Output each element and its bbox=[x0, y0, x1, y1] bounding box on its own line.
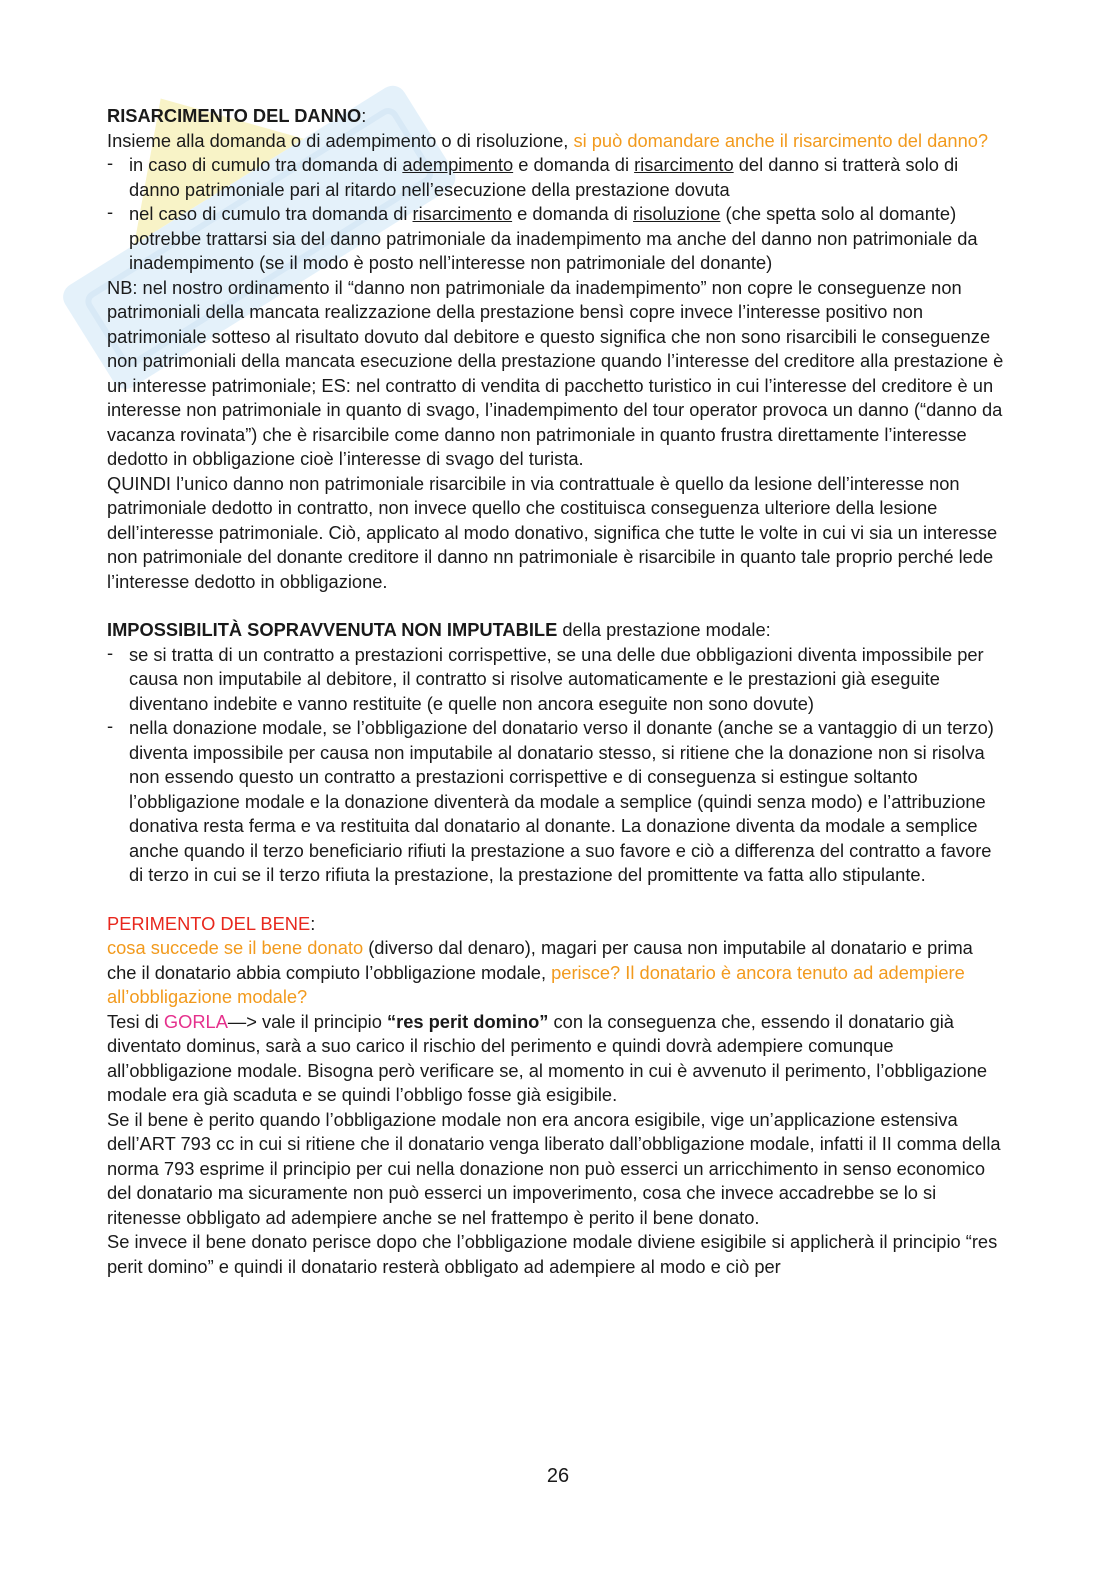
nb-paragraph: NB: nel nostro ordinamento il “danno non patrimoniale da inadempimento” non copre le conseguenze non patrimoniali della mancata realizzazione della prestazione bensì copre invece l’interesse positivo non patrimoniale sotteso al risultato dovuto dal debitore e questo significa che non sono risarcibili le conseguenze non patrimoniali della mancata esecuzione della prestazione quando l’interesse del creditore alla prestazione è un interesse patrimoniale; ES: nel contratto di vendita di pacchetto turistico in cui l’interesse del creditore è un interesse non patrimoniale in quanto di svago, l’inadempimento del tour operator provoca un danno (“danno da vacanza rovinata”) che è risarcibile come danno non patrimoniale in quanto frustra direttamente l’interesse dedotto in obbligazione cioè l’interesse di svago del turista. bbox=[107, 276, 1004, 469]
risarcimento-list bbox=[107, 153, 1007, 276]
perimento-paragraph-3: Se invece il bene donato perisce dopo che l’obbligazione modale diviene esigibile si applicherà il principio “res perit domino” e quindi il donatario resterà obbligato ad adempiere al modo e ciò per bbox=[107, 1231, 998, 1277]
list-item: - se si tratta di un contratto a prestazioni corrispettive, se una delle due obbligazioni diventa impossibile per causa non imputabile al debitore, il contratto si risolve automaticamente e le prestazioni già eseguite diventano indebite e vanno restituite (e quelle non ancora eseguite non sono dovute) bbox=[107, 641, 984, 714]
section-heading-risarcimento: RISARCIMENTO DEL DANNO: bbox=[107, 105, 367, 126]
page-number: 26 bbox=[546, 1465, 570, 1487]
section-heading-impossibilita: IMPOSSIBILITÀ SOPRAVVENUTA NON IMPUTABILE della prestazione modale: bbox=[107, 619, 771, 640]
quindi-paragraph: QUINDI l’unico danno non patrimoniale risarcibile in via contrattuale è quello da lesione dell’interesse non patrimoniale dedotto in contratto, non invece quello che costituisca conseguenza ulteriore della lesione dell’interesse patrimoniale. Ciò, applicato al modo donativo, significa che tutte le volte in cui vi sia un interesse non patrimoniale del donante creditore il danno nn patrimoniale è risarcibile in quanto tale proprio perché lede l’interesse dedotto in obbligazione. bbox=[107, 472, 998, 592]
impossibilita-list bbox=[107, 643, 1007, 888]
list-item: - nel caso di cumulo tra domanda di risarcimento e domanda di risoluzione (che spetta solo al domante) potrebbe trattarsi sia del danno patrimoniale da inadempimento ma anche del danno non patrimoniale da inadempimento (se il modo è posto nell’interesse non patrimoniale del donante) bbox=[107, 201, 978, 273]
intro-question: si può domandare anche il risarcimento del danno? bbox=[573, 129, 989, 151]
author-name: GORLA bbox=[163, 1010, 228, 1032]
list-item: - nella donazione modale, se l’obbligazione del donatario verso il donante (anche se a vantaggio di un terzo) diventa impossibile per causa non imputabile al donatario stesso, si ritiene che la donazione non si risolva non essendo questo un contratto a prestazioni corrispettive e di conseguenza si estingue soltanto l’obbligazione modale e la donazione diventerà da modale a semplice (quindi senza modo) e l’attribuzione donativa resta ferma e va restituita dal donatario al donante. La donazione diventa da modale a semplice anche quando il terzo beneficiario rifiuti la prestazione a suo favore e ciò a differenza del contratto a favore di terzo in cui se il terzo rifiuta la prestazione, la prestazione del promittente va fatta allo stipulante. bbox=[107, 715, 994, 885]
section-heading-perimento: PERIMENTO DEL BENE: bbox=[107, 912, 316, 934]
list-item: - in caso di cumulo tra domanda di adempimento e domanda di risarcimento del danno si tratterà solo di danno patrimoniale pari al ritardo nell’esecuzione della prestazione dovuta bbox=[107, 152, 959, 200]
document-page bbox=[107, 104, 1007, 1279]
perimento-paragraph-2: Se il bene è perito quando l’obbligazione modale non era ancora esigibile, vige un’applicazione estensiva dell’ART 793 cc in cui si ritiene che il donatario venga liberato dall’obbligazione modale, infatti il II comma della norma 793 esprime il principio per cui nella donazione non può esserci un arricchimento in senso economico del donatario ma sicuramente non può esserci un impoverimento, cosa che invece accadrebbe se lo si ritenesse obbligato ad adempiere anche se nel frattempo è perito il bene donato. bbox=[107, 1108, 1001, 1228]
perimento-question: cosa succede se il bene donato (diverso dal denaro), magari per causa non imputabile al donatario e prima che il donatario abbia compiuto l’obbligazione modale, perisce? Il donatario è ancora tenuto ad adempiere all’obbligazione modale? bbox=[107, 937, 973, 1007]
risarcimento-intro: Insieme alla domanda o di adempimento o di risoluzione, si può domandare anche il risarcimento del danno? bbox=[107, 129, 989, 151]
tesi-gorla-paragraph: Tesi di GORLA—> vale il principio “res perit domino” con la conseguenza che, essendo il donatario già diventato dominus, sarà a suo carico il rischio del perimento e quindi dovrà adempiere comunque all’obbligazione modale. Bisogna però verificare se, al momento in cui è avvenuto il perimento, l’obbligazione modale era già scaduta e se quindi l’obbligo fosse già esigibile. bbox=[107, 1010, 988, 1105]
